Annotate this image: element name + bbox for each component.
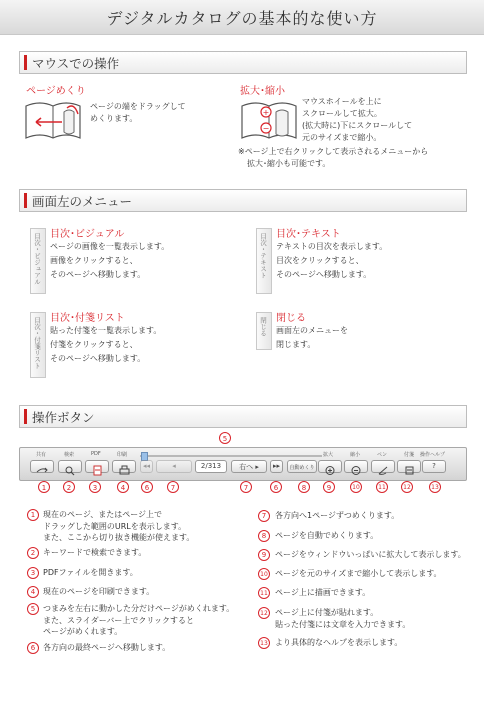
svg-text:−: − [262,124,270,133]
section-title-buttons: 操作ボタン [32,410,95,425]
sticky-note-icon [398,465,420,476]
menu-desc-text: テキストの目次を表示します。 目次をクリックすると、 そのページへ移動します。 [276,242,388,279]
svg-text:+: + [262,108,270,117]
pdf-icon [86,465,108,476]
legend-num-4: 4 [27,586,39,598]
last-page-button[interactable] [270,460,283,473]
callout-7-left: 7 [167,481,179,493]
zoom-out-button[interactable] [344,460,368,473]
section-header-left-menu [19,189,467,212]
legend-num-2: 2 [27,547,39,559]
pen-icon [372,465,394,476]
page-turn-desc: ページの端をドラッグして めくります。 [90,102,186,123]
page-turn-icon [22,98,84,144]
section-header-mouse [19,51,467,74]
share-button[interactable] [30,460,54,473]
callout-7-right: 7 [240,481,252,493]
callout-3: 3 [89,481,101,493]
callout-6-left: 6 [141,481,153,493]
callout-2: 2 [63,481,75,493]
toolbar-label-help: 操作ヘルプ [420,452,446,458]
pen-button[interactable] [371,460,395,473]
menu-tab-visual[interactable]: 目次・ビジュアル [30,228,46,294]
zoom-note: ※ページ上で右クリックして表示されるメニューから 拡大･縮小も可能です。 [238,147,429,168]
callout-8: 8 [298,481,310,493]
zoom-out-icon [345,465,367,476]
legend-text-5: つまみを左右に動かした分だけページがめくれます。 また、スライダーバー上でクリックすると ページがめくれます。 [43,604,235,636]
menu-heading-text: 目次･テキスト [276,229,341,240]
legend-text-12: ページ上に付箋が貼れます。 貼った付箋には文章を入力できます。 [275,608,411,629]
menu-heading-sticky-list: 目次･付箋リスト [50,313,125,324]
menu-tab-text[interactable]: 目次・テキスト [256,228,272,294]
callout-4: 4 [117,481,129,493]
auto-flip-button[interactable]: 自動めくり [287,460,317,473]
legend-text-11: ページ上に描画できます。 [275,588,371,597]
toolbar-label-share: 共有 [36,452,47,458]
legend-num-5: 5 [27,603,39,615]
callout-1: 1 [38,481,50,493]
menu-desc-close: 画面左のメニューを 閉じます。 [276,326,348,349]
prev-page-icon: ◂ [172,462,176,470]
menu-tab-close[interactable]: 閉じる [256,312,272,350]
legend-text-3: PDFファイルを開きます。 [43,568,138,577]
print-icon [113,465,135,476]
menu-heading-visual: 目次･ビジュアル [50,229,125,240]
toolbar-label-sticky: 付箋 [404,452,415,458]
legend-text-13: より具体的なヘルプを表示します。 [275,638,403,647]
zoom-icon [238,98,300,144]
page-turn-heading: ページめくり [26,86,86,97]
legend-text-8: ページを自動でめくります。 [275,531,379,540]
search-button[interactable] [58,460,82,473]
sticky-note-button[interactable] [397,460,421,473]
toolbar-label-zoom-in: 拡大 [323,452,334,458]
toolbar-label-pen: ペン [377,452,388,458]
legend-text-6: 各方向の最終ページへ移動します。 [43,643,171,652]
section-marker [24,193,27,208]
legend-text-2: キーワードで検索できます。 [43,548,147,557]
help-button[interactable] [422,460,446,473]
legend-num-7: 7 [258,510,270,522]
menu-desc-sticky-list: 貼った付箋を一覧表示します。 付箋をクリックすると、 そのページへ移動します。 [50,326,162,363]
share-icon [31,465,53,476]
zoom-in-icon [319,465,341,476]
legend-num-12: 12 [258,607,270,619]
print-button[interactable] [112,460,136,473]
callout-12: 12 [401,481,413,493]
section-marker [24,409,27,424]
legend-num-13: 13 [258,637,270,649]
legend-num-9: 9 [258,549,270,561]
page-title: デジタルカタログの基本的な使い方 [106,9,378,28]
last-page-icon: ▸▸ [272,462,281,470]
prev-page-button[interactable] [156,460,192,473]
legend-num-11: 11 [258,587,270,599]
next-page-icon: ▸ [255,463,259,471]
zoom-desc: マウスホイールを上に スクロールして拡大。 (拡大時に)下にスクロールして 元のサイズまで縮小。 [302,97,413,142]
legend-num-10: 10 [258,568,270,580]
toolbar-label-search: 検索 [64,452,75,458]
section-header-buttons [19,405,467,428]
toolbar-label-zoom-out: 縮小 [350,452,361,458]
section-marker [24,55,27,70]
menu-tab-sticky-list[interactable]: 目次・付箋リスト [30,312,46,378]
menu-heading-close: 閉じる [276,313,306,324]
pdf-button[interactable] [85,460,109,473]
legend-text-7: 各方向へ1ページずつめくります。 [275,511,400,520]
menu-desc-visual: ページの画像を一覧表示します。 画像をクリックすると、 そのページへ移動します。 [50,242,170,279]
legend-text-1: 現在のページ、またはページ上で ドラッグした範囲のURLを表示します。 また、ここから切り抜き機能が使えます。 [43,510,195,542]
page-number-field[interactable]: 2/313 [195,460,227,473]
search-icon [59,465,81,476]
page-slider-track[interactable] [140,455,322,457]
callout-6-right: 6 [270,481,282,493]
zoom-in-button[interactable] [318,460,342,473]
next-page-button[interactable]: 右へ ▸ [231,460,267,473]
callout-9: 9 [323,481,335,493]
legend-text-9: ページをウィンドウいっぱいに拡大して表示します。 [275,550,466,559]
section-title-mouse: マウスでの操作 [32,56,120,71]
callout-5: 5 [219,432,231,444]
toolbar-label-pdf: PDF [91,451,101,457]
legend-text-10: ページを元のサイズまで縮小して表示します。 [275,569,442,578]
zoom-heading: 拡大･縮小 [240,86,285,97]
legend-num-8: 8 [258,530,270,542]
legend-num-6: 6 [27,642,39,654]
legend-num-3: 3 [27,567,39,579]
section-title-left-menu: 画面左のメニュー [32,194,133,209]
legend-num-1: 1 [27,509,39,521]
first-page-button[interactable] [140,460,153,473]
legend-text-4: 現在のページを印刷できます。 [43,587,155,596]
callout-10: 10 [350,481,362,493]
toolbar-label-print: 印刷 [117,452,128,458]
help-icon: ? [432,462,436,470]
callout-11: 11 [376,481,388,493]
callout-13: 13 [429,481,441,493]
title-bar [0,0,484,35]
first-page-icon: ◂◂ [142,462,151,470]
